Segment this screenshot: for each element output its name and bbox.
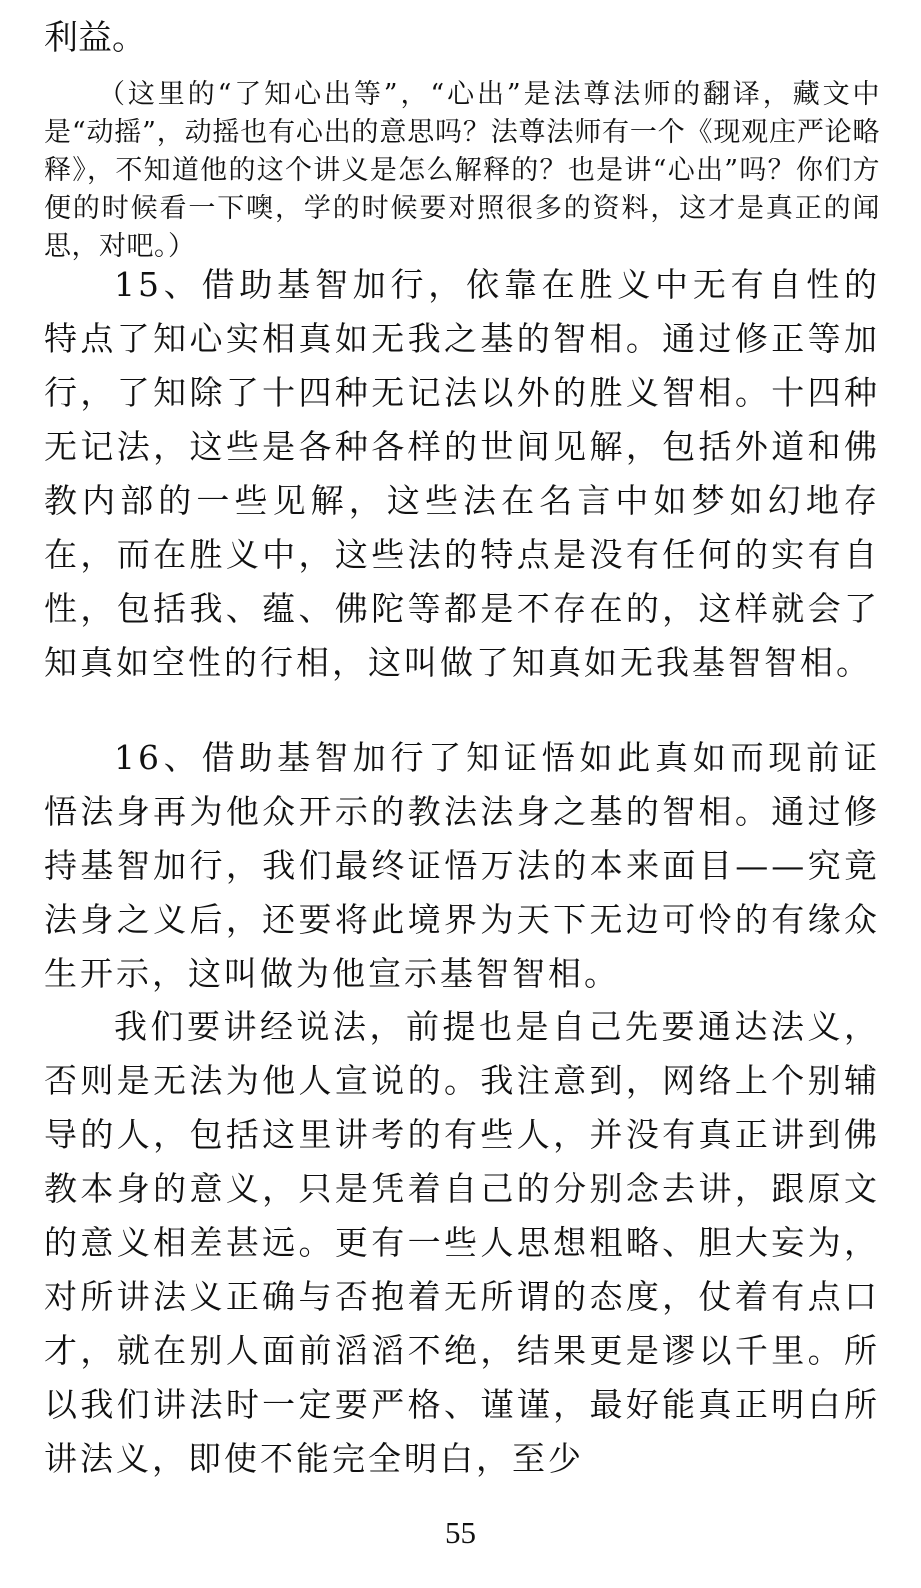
parenthetical-note: （这里的“了知心出等”，“心出”是法尊法师的翻译，藏文中是“动摇”，动摇也有心出的意思吗？法尊法师有一个《现观庄严论略释》，不知道他的这个讲义是怎么解释的？也是讲“心出”吗？你们方便的时候看一下噢，学的时候要对照很多的资料，这才是真正的闻思，对吧。） — [44, 79, 880, 262]
paragraph-commentary: 我们要讲经说法，前提也是自己先要通达法义，否则是无法为他人宣说的。我注意到，网络上个别辅导的人，包括这里讲考的有些人，并没有真正讲到佛教本身的意义，只是凭着自己的分别念去讲，跟原文的意义相差甚远。更有一些人思想粗略、胆大妄为，对所讲法义正确与否抱着无所谓的态度，仗着有点口才，就在别人面前滔滔不绝，结果更是谬以千里。所以我们讲法时一定要严格、谨谨，最好能真正明白所讲法义，即使不能完全明白，至少 — [44, 1007, 880, 1478]
paragraph-16: 16、借助基智加行了知证悟如此真如而现前证悟法身再为他众开示的教法法身之基的智相。通过修持基智加行，我们最终证悟万法的本来面目——究竟法身之义后，还要将此境界为天下无边可怜的有缘众生开示，这叫做为他宣示基智智相。 — [44, 738, 880, 993]
paragraph-15: 15、借助基智加行，依靠在胜义中无有自性的特点了知心实相真如无我之基的智相。通过修正等加行，了知除了十四种无记法以外的胜义智相。十四种无记法，这些是各种各样的世间见解，包括外道和佛教内部的一些见解，这些法在名言中如梦如幻地存在，而在胜义中，这些法的特点是没有任何的实有自性，包括我、蕴、佛陀等都是不存在的，这样就会了知真如空性的行相，这叫做了知真如无我基智智相。 — [44, 265, 880, 682]
continuation-line: 利益。 — [44, 18, 146, 58]
page-number: 55 — [445, 1515, 476, 1550]
